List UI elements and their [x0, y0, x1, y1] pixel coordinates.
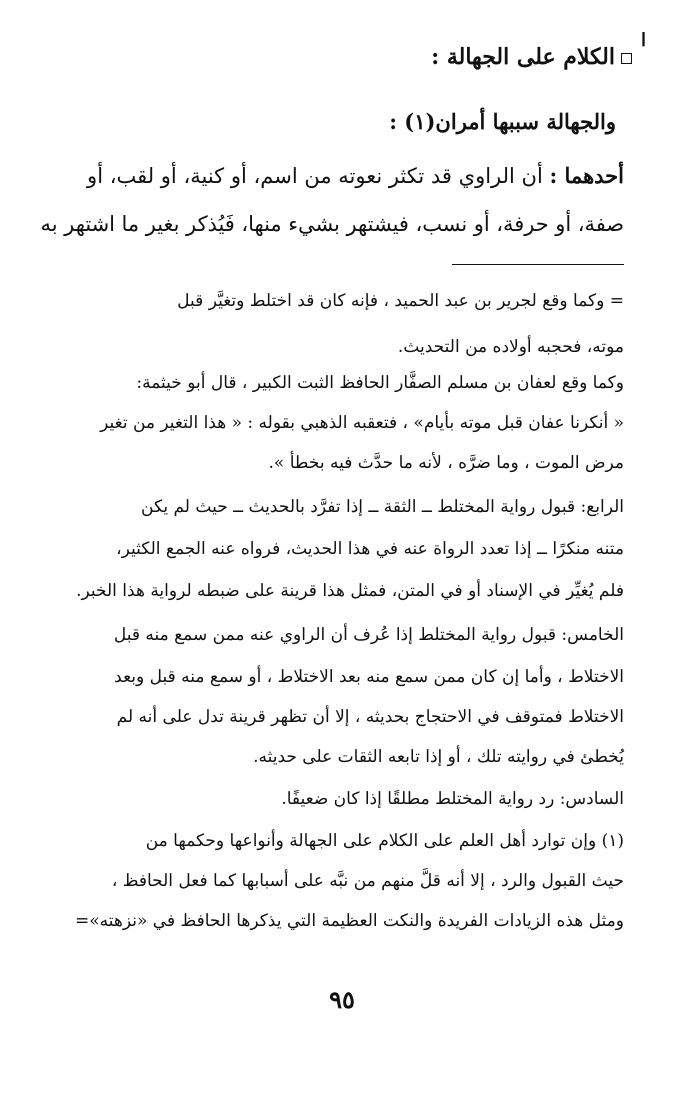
footnote-line-9: الخامس: قبول رواية المختلط إذا عُرف أن الراوي عنه ممن سمع منه قبل — [113, 625, 624, 645]
footnote-line-14: (١) وإن توارد أهل العلم على الكلام على الجهالة وأنواعها وحكمها من — [145, 831, 624, 851]
footnote-line-12: يُخطئ في روايته تلك ، أو إذا تابعه الثقات على حديثه. — [253, 747, 624, 767]
footnote-line-6: الرابع: قبول رواية المختلط ــ الثقة ــ إذا تفرَّد بالحديث ــ حيث لم يكن — [141, 497, 624, 517]
footnote-line-5: مرض الموت ، وما ضرَّه ، لأنه ما حدَّث فيه بخطأ ». — [268, 453, 624, 473]
footnote-line-16: ومثل هذه الزيادات الفريدة والنكت العظيمة التي يذكرها الحافظ في «نزهته»= — [75, 911, 624, 931]
corner-mark: ا — [640, 30, 646, 51]
footnote-line-10: الاختلاط ، وأما إن كان ممن سمع منه بعد الاختلاط ، أو سمع منه قبل وبعد — [114, 667, 624, 687]
section-heading-text: الكلام على الجهالة : — [431, 44, 615, 70]
footnote-line-3: وكما وقع لعفان بن مسلم الصفَّار الحافظ الثبت الكبير ، قال أبو خيثمة: — [136, 373, 624, 393]
footnote-line-11: الاختلاط فمتوقف في الاحتجاج بحديثه ، إلا أن تظهر قرينة تدل على أنه لم — [116, 707, 624, 727]
square-bullet-icon — [621, 53, 632, 64]
main-line-1-text: أن الراوي قد تكثر نعوته من اسم، أو كنية، أو لقب، أو — [87, 164, 543, 188]
subheading: والجهالة سببها أمران(١) : — [389, 109, 616, 134]
main-line-1-label: أحدهما : — [549, 163, 624, 188]
footnote-line-13: السادس: رد رواية المختلط مطلقًا إذا كان ضعيفًا. — [281, 789, 624, 809]
footnote-line-4: « أنكرنا عفان قبل موته بأيام» ، فتعقبه الذهبي بقوله : « هذا التغير من تغير — [100, 413, 624, 433]
footnote-line-8: فلم يُغيِّر في الإسناد أو في المتن، فمثل هذا قرينة على ضبطه لرواية هذا الخبر. — [76, 581, 624, 601]
page-number: ٩٥ — [329, 985, 355, 1014]
footnote-line-1: = وكما وقع لجرير بن عبد الحميد ، فإنه كان قد اختلط وتغيَّر قبل — [177, 291, 624, 311]
main-line-1 — [87, 162, 624, 190]
main-line-2: صفة، أو حرفة، أو نسب، فيشتهر بشيء منها، فَيُذكر بغير ما اشتهر به — [40, 212, 624, 236]
footnote-separator — [452, 264, 624, 265]
footnote-line-15: حيث القبول والرد ، إلا أنه قلَّ منهم من نبَّه على أسبابها كما فعل الحافظ ، — [111, 871, 624, 891]
section-heading — [431, 44, 632, 70]
footnote-line-7: متنه منكرًا ــ إذا تعدد الرواة عنه في هذا الحديث، فرواه عنه الجمع الكثير، — [116, 539, 624, 559]
footnote-line-2: موته، فحجبه أولاده من التحديث. — [397, 337, 624, 357]
